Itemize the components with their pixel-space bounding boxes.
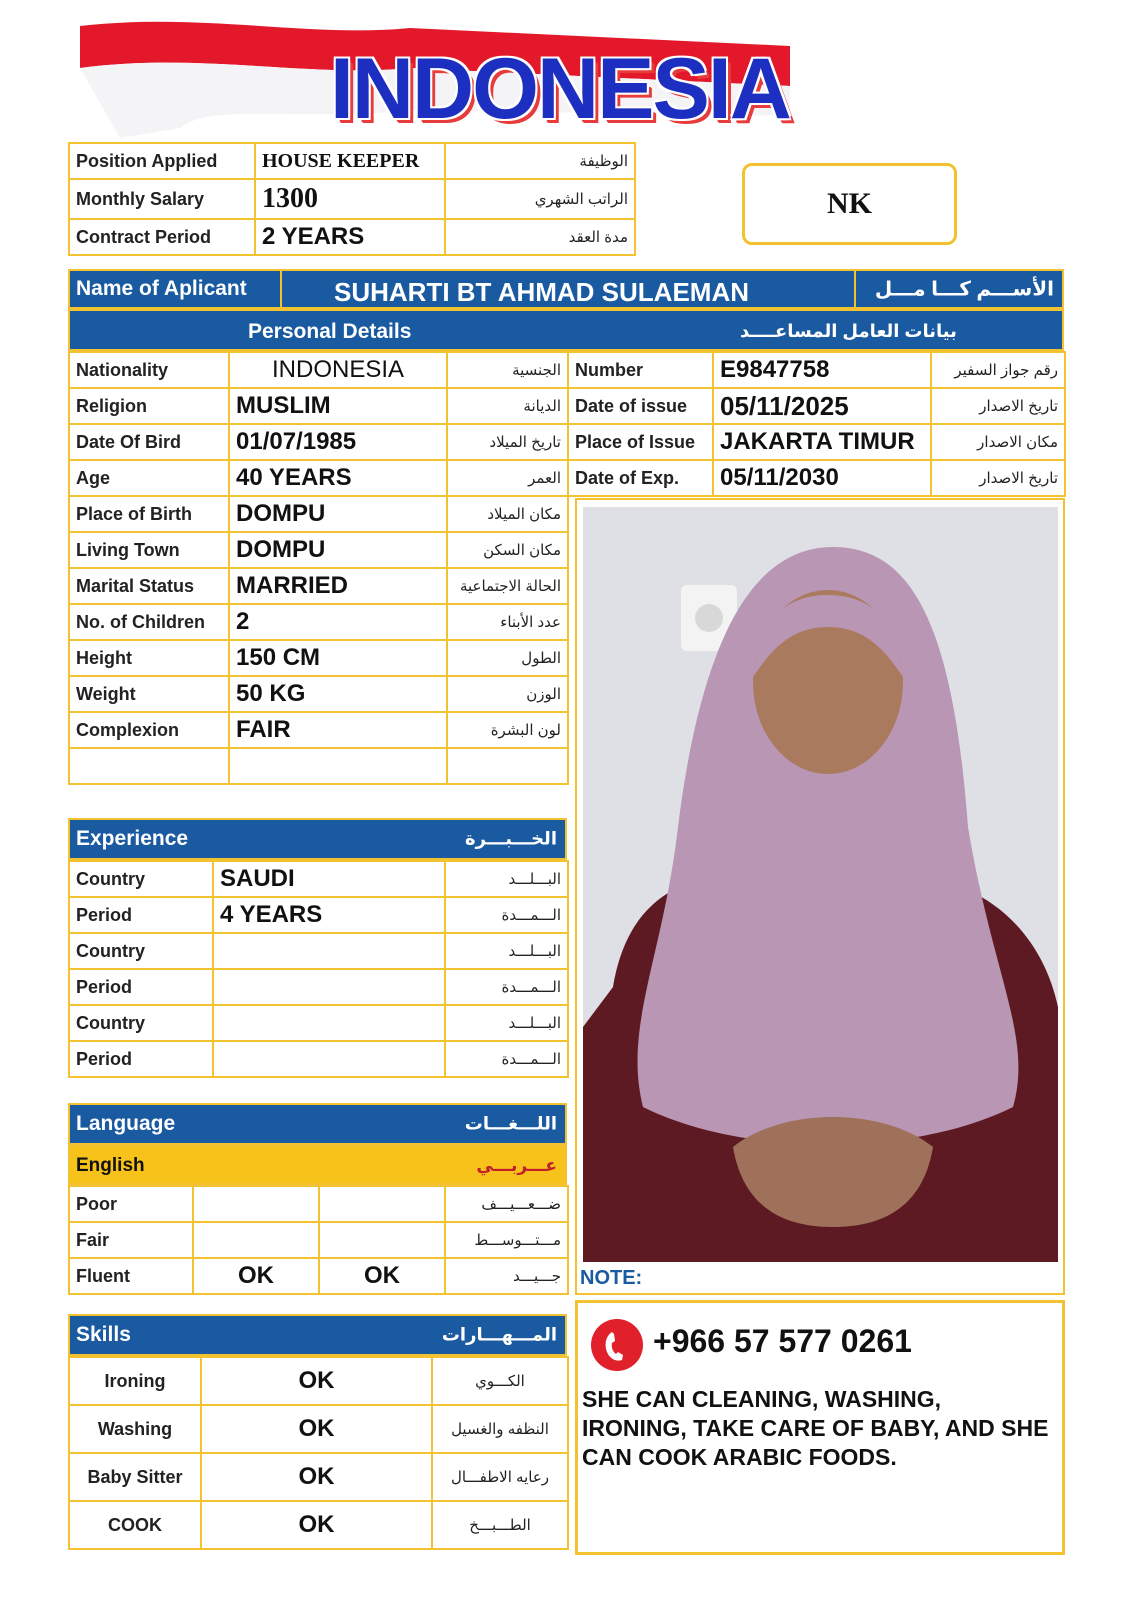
value: DOMPU: [229, 532, 447, 568]
table-row: [69, 568, 568, 604]
applicant-photo: [583, 507, 1058, 1262]
label: No. of Children: [69, 604, 229, 640]
value: 150 CM: [229, 640, 447, 676]
value: [213, 1041, 445, 1077]
table-row: [69, 424, 568, 460]
label: COOK: [69, 1501, 201, 1549]
personal-details-bar: [68, 309, 1064, 351]
value: 40 YEARS: [229, 460, 447, 496]
label: Position Applied: [69, 143, 255, 179]
value: MARRIED: [229, 568, 447, 604]
language-table: [68, 1185, 569, 1295]
skills-bar: [68, 1314, 567, 1356]
label-ar: لون البشرة: [447, 712, 568, 748]
value: JAKARTA TIMUR: [713, 424, 931, 460]
experience-bar: [68, 818, 567, 860]
value: OK: [201, 1453, 432, 1501]
label-ar: الديانة: [447, 388, 568, 424]
label-ar: مكان الميلاد: [447, 496, 568, 532]
applicant-label-ar: الأســـم كـــا مـــل: [874, 278, 1054, 301]
value: 01/07/1985: [229, 424, 447, 460]
value: MUSLIM: [229, 388, 447, 424]
note-label: NOTE:: [580, 1267, 643, 1289]
table-row: [69, 1222, 568, 1258]
label: Period: [69, 897, 213, 933]
experience-title-ar: الخـــبـــرة: [465, 828, 557, 849]
value: OK: [201, 1357, 432, 1405]
value: 2: [229, 604, 447, 640]
label-ar: تاريخ الاصدار: [931, 460, 1065, 496]
label: Period: [69, 969, 213, 1005]
language-title-ar: اللـــغـــات: [464, 1113, 557, 1134]
label: Country: [69, 861, 213, 897]
label: Contract Period: [69, 219, 255, 255]
table-row: [568, 352, 1065, 388]
value: DOMPU: [229, 496, 447, 532]
label: Period: [69, 1041, 213, 1077]
table-row: [69, 1501, 568, 1549]
label-ar: الـــمـــدة: [445, 1041, 568, 1077]
language-title: Language: [76, 1112, 176, 1135]
table-row: [568, 388, 1065, 424]
applicant-label: Name of Aplicant: [76, 277, 247, 300]
value: HOUSE KEEPER: [255, 143, 445, 179]
table-row: [69, 712, 568, 748]
table-row: [69, 933, 568, 969]
label-ar: الوظيفة: [445, 143, 635, 179]
table-row: [69, 1453, 568, 1501]
table-row: [69, 532, 568, 568]
experience-title: Experience: [76, 827, 189, 850]
table-row: [69, 640, 568, 676]
label: Fluent: [69, 1258, 193, 1294]
label-ar: مكان الاصدار: [931, 424, 1065, 460]
label-ar: البـــلـــد: [445, 1005, 568, 1041]
skills-title: Skills: [76, 1323, 131, 1346]
label-ar: الطول: [447, 640, 568, 676]
english-level: OK: [193, 1258, 319, 1294]
phone-number: +966 57 577 0261: [653, 1323, 912, 1359]
table-row: [69, 1405, 568, 1453]
value: FAIR: [229, 712, 447, 748]
label-ar: الراتب الشهري: [445, 179, 635, 219]
salary-row: [69, 179, 635, 219]
table-row: [69, 1258, 568, 1294]
value: 1300: [255, 179, 445, 219]
skills-title-ar: المـــهـــارات: [441, 1324, 557, 1345]
label-ar: عدد الأبناء: [447, 604, 568, 640]
label-ar: تاريخ الاصدار: [931, 388, 1065, 424]
label: Washing: [69, 1405, 201, 1453]
label: Nationality: [69, 352, 229, 388]
label-ar: مكان السكن: [447, 532, 568, 568]
label-ar: النظفه والغسيل: [432, 1405, 568, 1453]
table-row: [69, 1357, 568, 1405]
label: Weight: [69, 676, 229, 712]
value: SAUDI: [213, 861, 445, 897]
label: Monthly Salary: [69, 179, 255, 219]
value: [213, 933, 445, 969]
label: Age: [69, 460, 229, 496]
label-ar: مـــتـــوســـط: [445, 1222, 568, 1258]
label: Place of Birth: [69, 496, 229, 532]
skills-table: [68, 1356, 569, 1550]
value: 2 YEARS: [255, 219, 445, 255]
label: Country: [69, 933, 213, 969]
label: Ironing: [69, 1357, 201, 1405]
label: Place of Issue: [568, 424, 713, 460]
position-row: [69, 143, 635, 179]
table-row: [69, 496, 568, 532]
label-ar: الجنسية: [447, 352, 568, 388]
label-ar: تاريخ الميلاد: [447, 424, 568, 460]
label: Country: [69, 1005, 213, 1041]
value: 05/11/2025: [713, 388, 931, 424]
language-subheader: [68, 1145, 567, 1185]
value: 50 KG: [229, 676, 447, 712]
contract-table: [68, 142, 636, 256]
table-row: [568, 460, 1065, 496]
table-row: [69, 460, 568, 496]
language-bar: [68, 1103, 567, 1145]
value: 05/11/2030: [713, 460, 931, 496]
label-ar: مدة العقد: [445, 219, 635, 255]
label-ar: رقم جواز السفير: [931, 352, 1065, 388]
english-level: [193, 1222, 319, 1258]
label-ar: الوزن: [447, 676, 568, 712]
label: Fair: [69, 1222, 193, 1258]
table-row: [69, 861, 568, 897]
label: Height: [69, 640, 229, 676]
value: OK: [201, 1405, 432, 1453]
value: OK: [201, 1501, 432, 1549]
label: Number: [568, 352, 713, 388]
label: Religion: [69, 388, 229, 424]
arabic-label: عـــربـــي: [476, 1156, 557, 1175]
label: Date of issue: [568, 388, 713, 424]
note-box: [575, 1300, 1065, 1555]
applicant-bar: [68, 269, 1064, 309]
country-title: INDONESIA: [330, 41, 790, 137]
table-row: [69, 604, 568, 640]
label-ar: الطـــبـــخ: [432, 1501, 568, 1549]
note-text: SHE CAN CLEANING, WASHING, IRONING, TAKE CARE OF BABY, AND SHE CAN COOK ARABIC FOODS.: [582, 1386, 1049, 1470]
label-ar: الحالة الاجتماعية: [447, 568, 568, 604]
passport-table: [567, 351, 1066, 497]
english-level: [193, 1186, 319, 1222]
table-row: [69, 897, 568, 933]
table-row: [69, 352, 568, 388]
table-row: [69, 388, 568, 424]
arabic-level: [319, 1222, 445, 1258]
divider: [280, 271, 282, 307]
value: [213, 1005, 445, 1041]
contract-row: [69, 219, 635, 255]
value: [213, 969, 445, 1005]
label-ar: الـــمـــدة: [445, 969, 568, 1005]
personal-table: [68, 351, 569, 785]
arabic-level: [319, 1186, 445, 1222]
value: INDONESIA: [229, 352, 447, 388]
label: Date Of Bird: [69, 424, 229, 460]
label-ar: العمر: [447, 460, 568, 496]
table-row: [69, 1186, 568, 1222]
phone-icon: [590, 1318, 644, 1372]
table-row: [69, 969, 568, 1005]
label-ar: رعايه الاطفـــال: [432, 1453, 568, 1501]
arabic-level: OK: [319, 1258, 445, 1294]
person-illustration: [583, 507, 1058, 1262]
empty-row: [69, 748, 568, 784]
label: Marital Status: [69, 568, 229, 604]
label: Baby Sitter: [69, 1453, 201, 1501]
table-row: [69, 1005, 568, 1041]
personal-details-title-ar: بيانات العامل المساعــــد: [740, 321, 957, 341]
code-box: NK: [742, 163, 957, 245]
table-row: [69, 1041, 568, 1077]
divider: [854, 271, 856, 307]
english-label: English: [76, 1155, 145, 1176]
label: Poor: [69, 1186, 193, 1222]
table-row: [69, 676, 568, 712]
label: Complexion: [69, 712, 229, 748]
personal-details-title: Personal Details: [248, 320, 412, 343]
label-ar: الكـــوي: [432, 1357, 568, 1405]
label: Living Town: [69, 532, 229, 568]
label-ar: البـــلـــد: [445, 861, 568, 897]
label-ar: الـــمـــدة: [445, 897, 568, 933]
label: Date of Exp.: [568, 460, 713, 496]
label-ar: جـــيـــد: [445, 1258, 568, 1294]
label-ar: ضـــعـــيـــف: [445, 1186, 568, 1222]
table-row: [568, 424, 1065, 460]
label-ar: البـــلـــد: [445, 933, 568, 969]
applicant-name: SUHARTI BT AHMAD SULAEMAN: [334, 277, 750, 307]
value: 4 YEARS: [213, 897, 445, 933]
value: E9847758: [713, 352, 931, 388]
experience-table: [68, 860, 569, 1078]
